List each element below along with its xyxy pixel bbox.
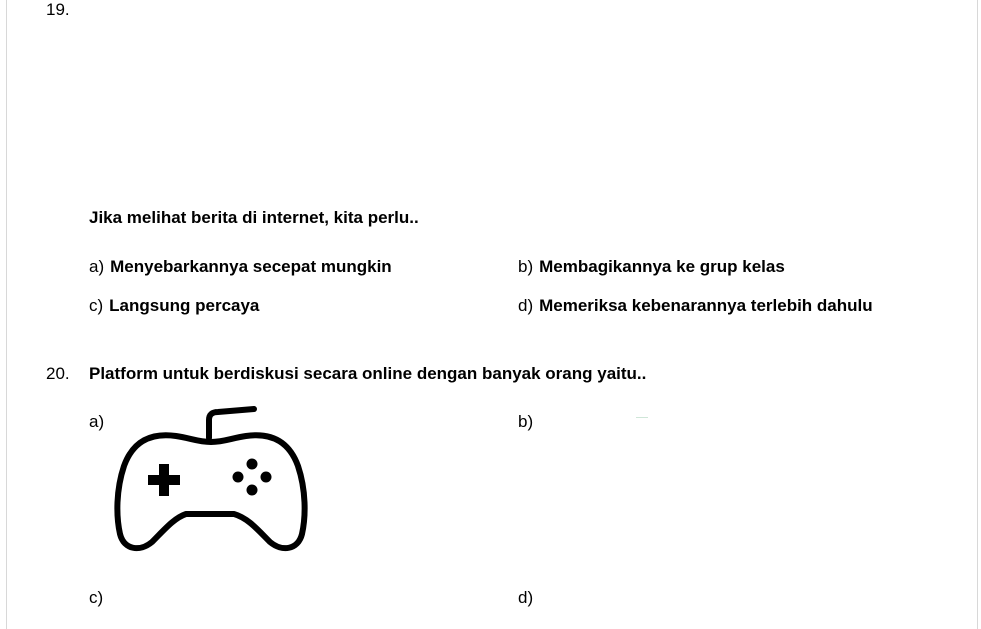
- q20-option-b-letter[interactable]: b): [518, 412, 534, 431]
- faint-mark: [636, 417, 648, 418]
- option-letter: d): [518, 296, 534, 315]
- q19-option-b[interactable]: [518, 257, 785, 277]
- q19-number: 19.: [46, 0, 70, 19]
- q20-question: Platform untuk berdiskusi secara online dengan banyak orang yaitu..: [89, 364, 647, 383]
- gamepad-icon[interactable]: [114, 404, 308, 556]
- q19-option-a[interactable]: [89, 257, 392, 277]
- q20-option-a-letter[interactable]: a): [89, 412, 105, 431]
- q20-option-c-letter[interactable]: c): [89, 588, 104, 607]
- option-text: Memeriksa kebenarannya terlebih dahulu: [539, 296, 873, 315]
- option-letter: b): [518, 257, 534, 276]
- q19-option-d[interactable]: [518, 296, 873, 316]
- option-text: Menyebarkannya secepat mungkin: [110, 257, 392, 276]
- option-text: Langsung percaya: [109, 296, 260, 315]
- option-text: Membagikannya ke grup kelas: [539, 257, 785, 276]
- q20-number: 20.: [46, 364, 70, 383]
- option-letter: c): [89, 296, 104, 315]
- q19-option-c[interactable]: [89, 296, 259, 316]
- q20-option-d-letter[interactable]: d): [518, 588, 534, 607]
- option-letter: a): [89, 257, 105, 276]
- q19-question: Jika melihat berita di internet, kita perlu..: [89, 208, 419, 227]
